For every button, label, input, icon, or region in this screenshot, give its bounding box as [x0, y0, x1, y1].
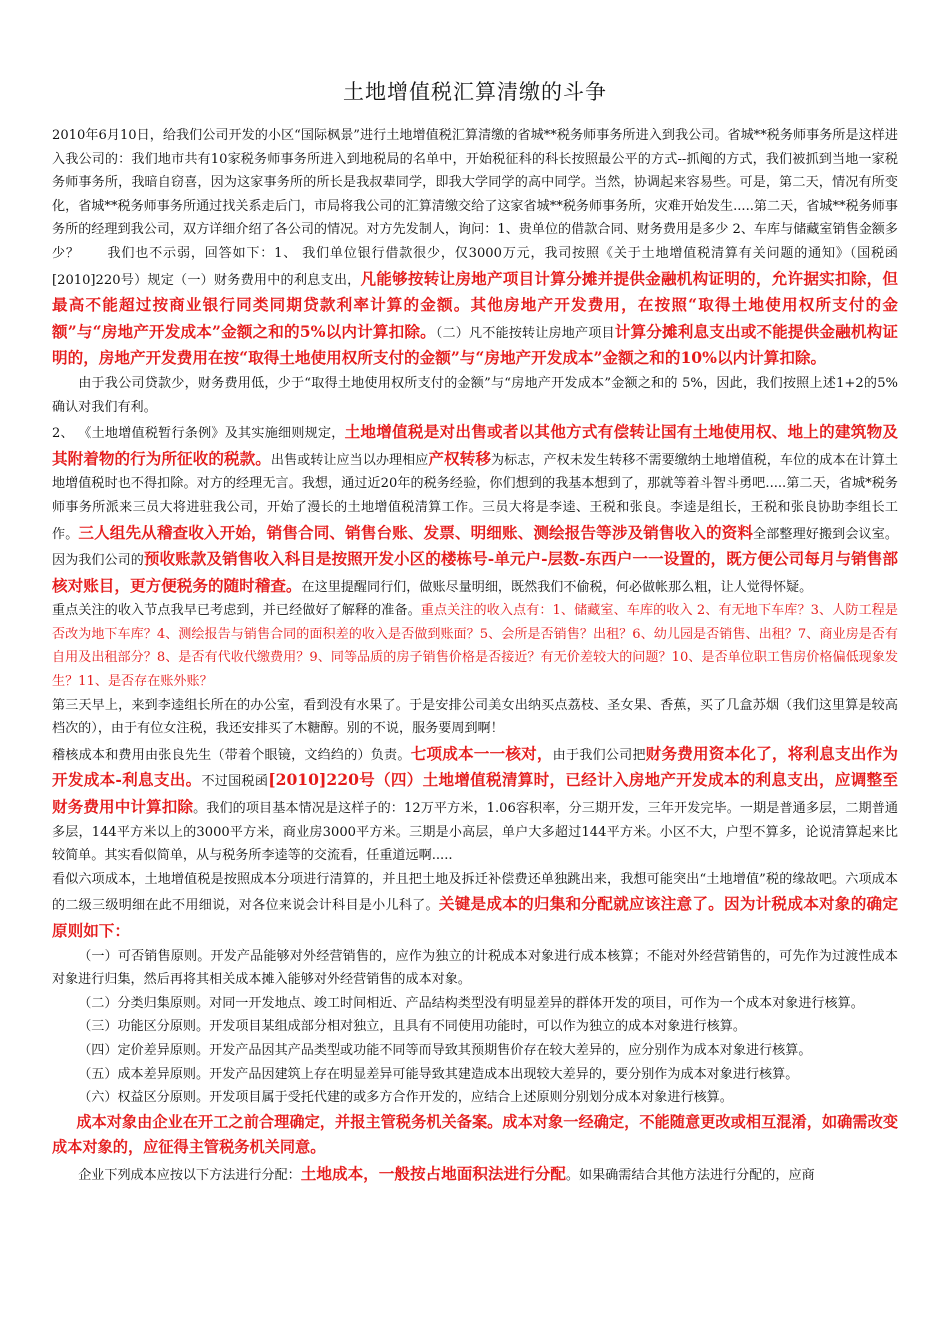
text-run: 稽核成本和费用由张良先生（带着个眼镜，文绉绉的）负责。 [52, 747, 411, 763]
paragraph-cost-allocation [52, 1161, 898, 1188]
principle-item: （二）分类归集原则。对同一开发地点、竣工时间相近、产品结构类型没有明显差异的群体开发的项目，可作为一个成本对象进行核算。 [78, 995, 864, 1011]
text-run: 不过国税函 [201, 774, 269, 790]
text-run: （二）凡不能按转让房地产项目 [435, 325, 615, 341]
paragraph-cost-object-rule: 成本对象由企业在开工之前合理确定，并报主管税务机关备案。成本对象一经确定，不能随意更改或相互混淆，如确需改变成本对象的，应征得主管税务机关同意。 [52, 1112, 898, 1157]
paragraph-finance-cost-conclusion: 由于我公司贷款少，财务费用低，少于“取得土地使用权所支付的金额”与“房地产开发成本”金额之和的 5%，因此，我们按照上述1+2的5%确认对我们有利。 [52, 375, 898, 415]
paragraph-cost-items [52, 868, 898, 945]
text-run: 在这里提醒同行们，做账尽量明细，既然我们不偷税，何必做帐那么粗，让人觉得怀疑。 [301, 579, 813, 595]
highlighted-text-run: 计算分摊利息支出或不能提供金融机构证明的，房地产开发费用在按“取得土地使用权所支付的金额”与“房地产开发成本”金额之和的10%以内计算扣除。 [52, 321, 898, 368]
highlighted-text-run: 重点关注的收入点有：1、储藏室、车库的收入 2、有无地下车库？3、人防工程是否改为地下车库？4、测绘报告与销售合同的面积差的收入是否做到账面？5、会所是否销售？出租？6、幼儿园是否销售、出租？7、商业房是否有自用及出租部分？8、是否有代收代缴费用？9、同等品质的房子销售价格是否接近？有无价差较大的问题？10、是否单位职工售房价格偏低现象发生？11、是否存在账外账？ [52, 603, 899, 690]
text-run: 2、 《土地增值税暂行条例》及其实施细则规定， [52, 426, 345, 442]
highlighted-text-run: 关键是成本的归集和分配就应该注意了。因为计税成本对象的确定原则如下： [52, 894, 898, 940]
highlighted-text-run: 三人组先从稽查收入开始，销售合同、销售台账、发票、明细账、测绘报告等涉及销售收入的资料 [78, 522, 754, 542]
principle-item: （六）权益区分原则。开发项目属于受托代建的或多方合作开发的，应结合上述原则分别划分成本对象进行核算。 [78, 1090, 733, 1106]
paragraph-hospitality: 第三天早上，来到李逵组长所在的办公室，看到没有水果了。于是安排公司美女出纳买点荔枝、圣女果、香蕉，买了几盒苏烟（我们这里算是较高档次的），由于有位女注税，我还安排买了木糖醇。别的不说，服务要周到啊！ [52, 697, 898, 737]
principle-item: （一）可否销售原则。开发产品能够对外经营销售的，应作为独立的计税成本对象进行成本核算；不能对外经营销售的，可先作为过渡性成本对象进行归集，然后再将其相关成本摊入能够对外经营销售的成本对象。 [52, 948, 898, 988]
highlighted-text-run: 产权转移 [428, 448, 491, 468]
text-run: 全部整理好搬到会议室。因为我们公司的 [52, 526, 898, 569]
paragraph-cost-review [52, 741, 898, 868]
text-run: 重点关注的收入节点我早已考虑到，并已经做好了解释的准备。 [52, 603, 421, 619]
highlighted-text-run: 七项成本一一核对， [410, 743, 553, 763]
text-run: 。我们的项目基本情况是这样子的：12万平方米，1.06容积率，分三期开发，三年开发完毕。一期是普通多层，二期普通多层，144平方米以上的3000平方米，商业房3000平方米。三期是小高层，单户大多超过144平方米。小区不大，户型不算多，论说清算起来比较简单。其实看似简单，从与税务所李逵等的交流看，任重道远啊..... [52, 801, 898, 864]
page-title: 土地增值税汇算清缴的斗争 [343, 80, 607, 104]
principle-item: （四）定价差异原则。开发产品因其产品类型或功能不同等而导致其预期售价存在较大差异的，应分别作为成本对象进行核算。 [78, 1042, 812, 1058]
paragraph-background [52, 124, 898, 372]
highlighted-text-run: 凡能够按转让房地产项目计算分摊并提供金融机构证明的，允许据实扣除，但最高不能超过按商业银行同类同期贷款利率计算的金额。其他房地产开发费用，在按照“取得土地使用权所支付的金额”与“房地产开发成本”金额之和的5%以内计算扣除。 [52, 268, 898, 341]
highlighted-text-run: 土地成本，一般按占地面积法进行分配 [300, 1163, 566, 1183]
text-run: 企业下列成本应按以下方法进行分配： [78, 1167, 301, 1183]
text-run: 看似六项成本，土地增值税是按照成本分项进行清算的，并且把土地及拆迁补偿费还单独跳出来，我想可能突出“土地增值”税的缘故吧。六项成本的二级三级明细在此不用细说，对各位来说会计科目是小儿科了。 [52, 871, 898, 914]
highlighted-text-run: 财务费用资本化了，将利息支出作为开发成本-利息支出。 [52, 743, 898, 790]
text-run: 。如果确需结合其他方法进行分配的，应商 [565, 1167, 815, 1183]
paragraph-revenue-focus [52, 599, 898, 693]
text-run: 出售或转让应当以办理相应 [270, 452, 429, 468]
highlighted-text-run: 土地增值税是对出售或者以其他方式有偿转让国有土地使用权、地上的建筑物及其附着物的行为所征收的税款。 [52, 422, 898, 468]
highlighted-text-run: [2010]220号（四）土地增值税清算时，已经计入房地产开发成本的利息支出，应调整至财务费用中计算扣除 [52, 770, 898, 817]
text-run: 2010年6月10日，给我们公司开发的小区“国际枫景”进行土地增值税汇算清缴的省城**税务师事务所进入到我公司。省城**税务师事务所是这样进入我公司的：我们地市共有10家税务师事务所进入到地税局的名单中，开始税征科的科长按照最公平的方式--抓阄的方式，我们被抓到当地一家税务师事务所，我暗自窃喜，因为这家事务所的所长是我叔辈同学，即我大学同学的高中同学。当然，协调起来容易些。可是，第二天，情况有所变化，省城**税务师事务所通过找关系走后门，市局将我公司的汇算清缴交给了这家省城**税务师事务所，灾难开始发生.....第二天，省城**税务师事务所的经理到我公司，双方详细介绍了各公司的情况。对方先发制人，询问：1、贵单位的借款合同、财务费用是多少 2、车库与储藏室销售金额多少？ 我们也不示弱，回答如下：1、 我们单位银行借款很少，仅3000万元，我司按照《关于土地增值税清算有关问题的通知》（国税函[2010]220号）规定（一）财务费用中的利息支出， [52, 128, 898, 288]
paragraph-tax-regulation [52, 419, 898, 599]
document-page [52, 78, 898, 1187]
text-run: 由于我们公司把 [552, 747, 646, 763]
highlighted-text-run: 预收账款及销售收入科目是按照开发小区的楼栋号-单元户-层数-东西户一一设置的，既方便公司每月与销售部核对账目，更方便税务的随时稽查。 [52, 549, 899, 595]
principle-item: （五）成本差异原则。开发产品因建筑上存在明显差异可能导致其建造成本出现较大差异的，要分别作为成本对象进行核算。 [78, 1066, 799, 1082]
principle-item: （三）功能区分原则。开发项目某组成部分相对独立，且具有不同使用功能时，可以作为独立的成本对象进行核算。 [78, 1019, 746, 1035]
text-run: 为标志，产权未发生转移不需要缴纳土地增值税，车位的成本在计算土地增值税时也不得扣除。对方的经理无言。我想，通过近20年的税务经验，你们想到的我基本想到了，那就等着斗智斗勇吧.....第二天，省城*税务师事务所派来三员大将进驻我公司，开始了漫长的土地增值税清算工作。三员大将是李逵、王税和张良。李逵是组长，王税和张良协助李组长工作。 [52, 452, 898, 542]
